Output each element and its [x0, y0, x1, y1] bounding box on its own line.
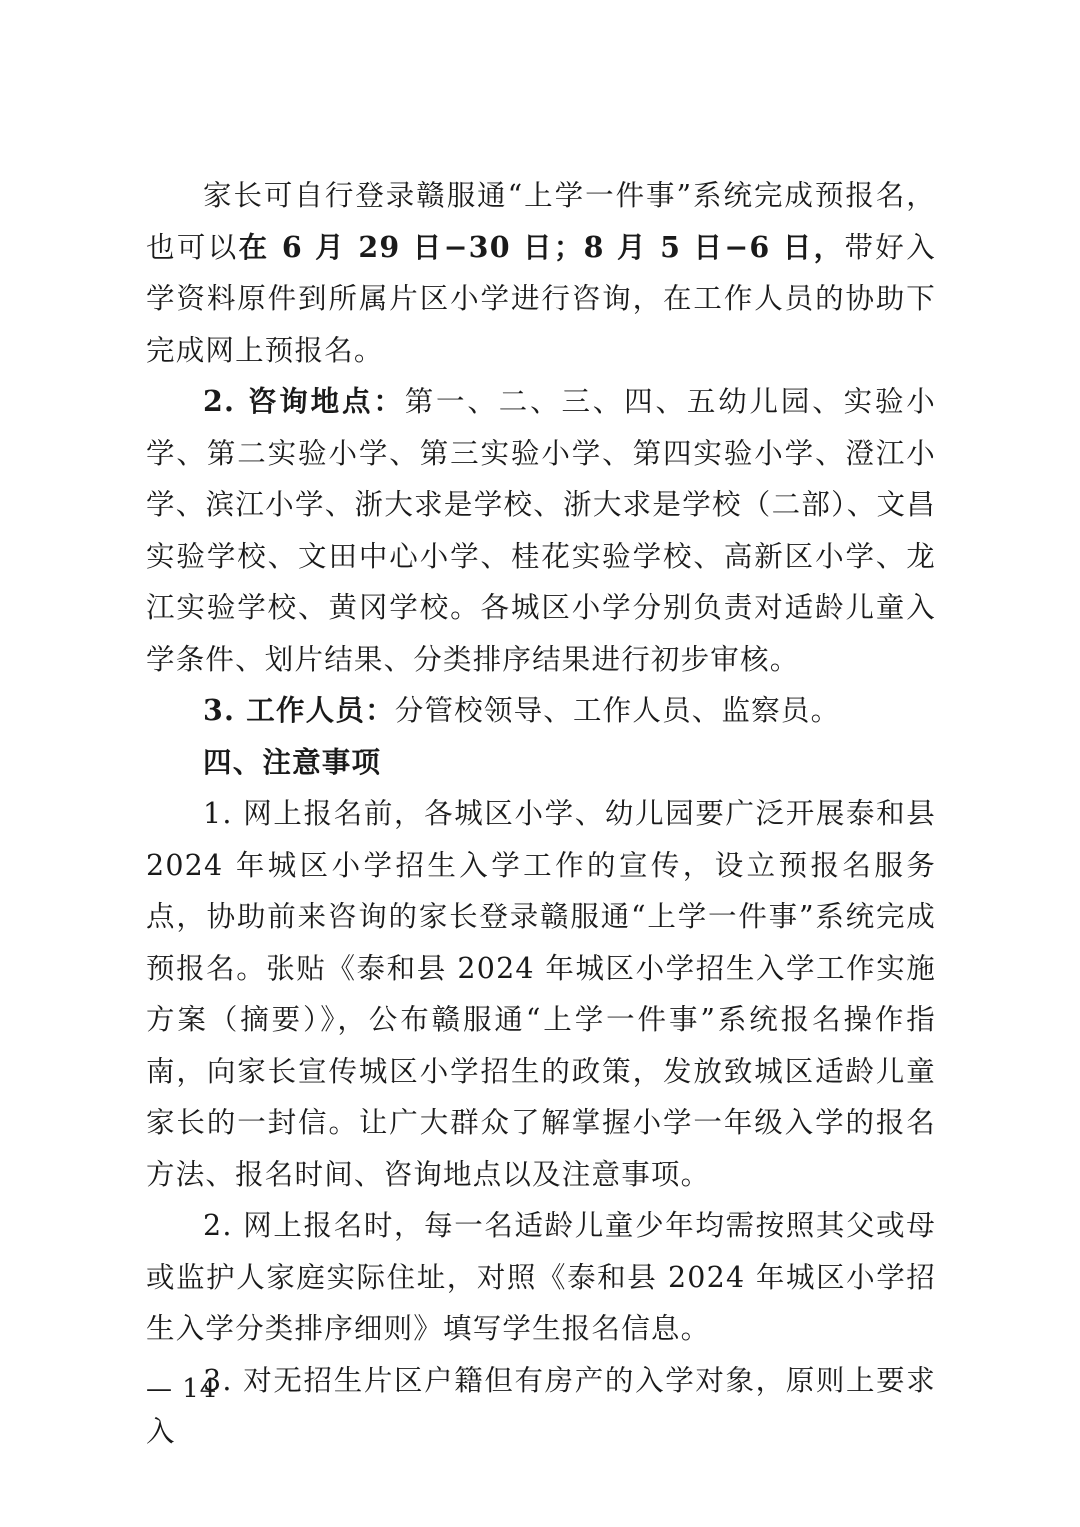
- registration-text-end: 带好入学资料原件到所属片区小学进行咨询，在工作人员的协助下完成网上预报名。: [146, 230, 936, 367]
- paragraph-consult-location: [146, 376, 936, 685]
- document-body: [146, 170, 936, 1458]
- section-heading-notes: 四、注意事项: [203, 744, 382, 779]
- paragraph-staff: [146, 685, 936, 737]
- consult-location-label: 2. 咨询地点：: [203, 384, 405, 418]
- staff-label: 3. 工作人员：: [203, 693, 395, 727]
- page-number: — 14: [146, 1374, 218, 1404]
- note-item-1: 1. 网上报名前，各城区小学、幼儿园要广泛开展泰和县 2024 年城区小学招生入学工作的宣传，设立预报名服务点，协助前来咨询的家长登录赣服通“上学一件事”系统完成预报名。张贴《泰和县 2024 年城区小学招生入学工作实施方案（摘要）》，公布赣服通“上学一件事”系统报名操作指南，向家长宣传城区小学招生的政策，发放致城区适龄儿童家长的一封信。让广大群众了解掌握小学一年级入学的报名方法、报名时间、咨询地点以及注意事项。: [146, 797, 936, 1191]
- note-item-2: 2. 网上报名时，每一名适龄儿童少年均需按照其父或母或监护人家庭实际住址，对照《泰和县 2024 年城区小学招生入学分类排序细则》填写学生报名信息。: [146, 1209, 936, 1345]
- consult-location-text: 第一、二、三、四、五幼儿园、实验小学、第二实验小学、第三实验小学、第四实验小学、澄江小学、滨江小学、浙大求是学校、浙大求是学校（二部）、文昌实验学校、文田中心小学、桂花实验学校、高新区小学、龙江实验学校、黄冈学校。各城区小学分别负责对适龄儿童入学条件、划片结果、分类排序结果进行初步审核。: [146, 385, 936, 676]
- staff-text: 分管校领导、工作人员、监察员。: [394, 694, 841, 727]
- note-item-3: 3. 对无招生片区户籍但有房产的入学对象，原则上要求入: [146, 1363, 936, 1448]
- paragraph-registration: [146, 170, 936, 376]
- registration-dates: 在 6 月 29 日−30 日；8 月 5 日−6 日，: [238, 229, 845, 264]
- registration-text-start: 家长可自行登录赣服通“上学一件事”系统完成预报名，也可以: [146, 179, 936, 264]
